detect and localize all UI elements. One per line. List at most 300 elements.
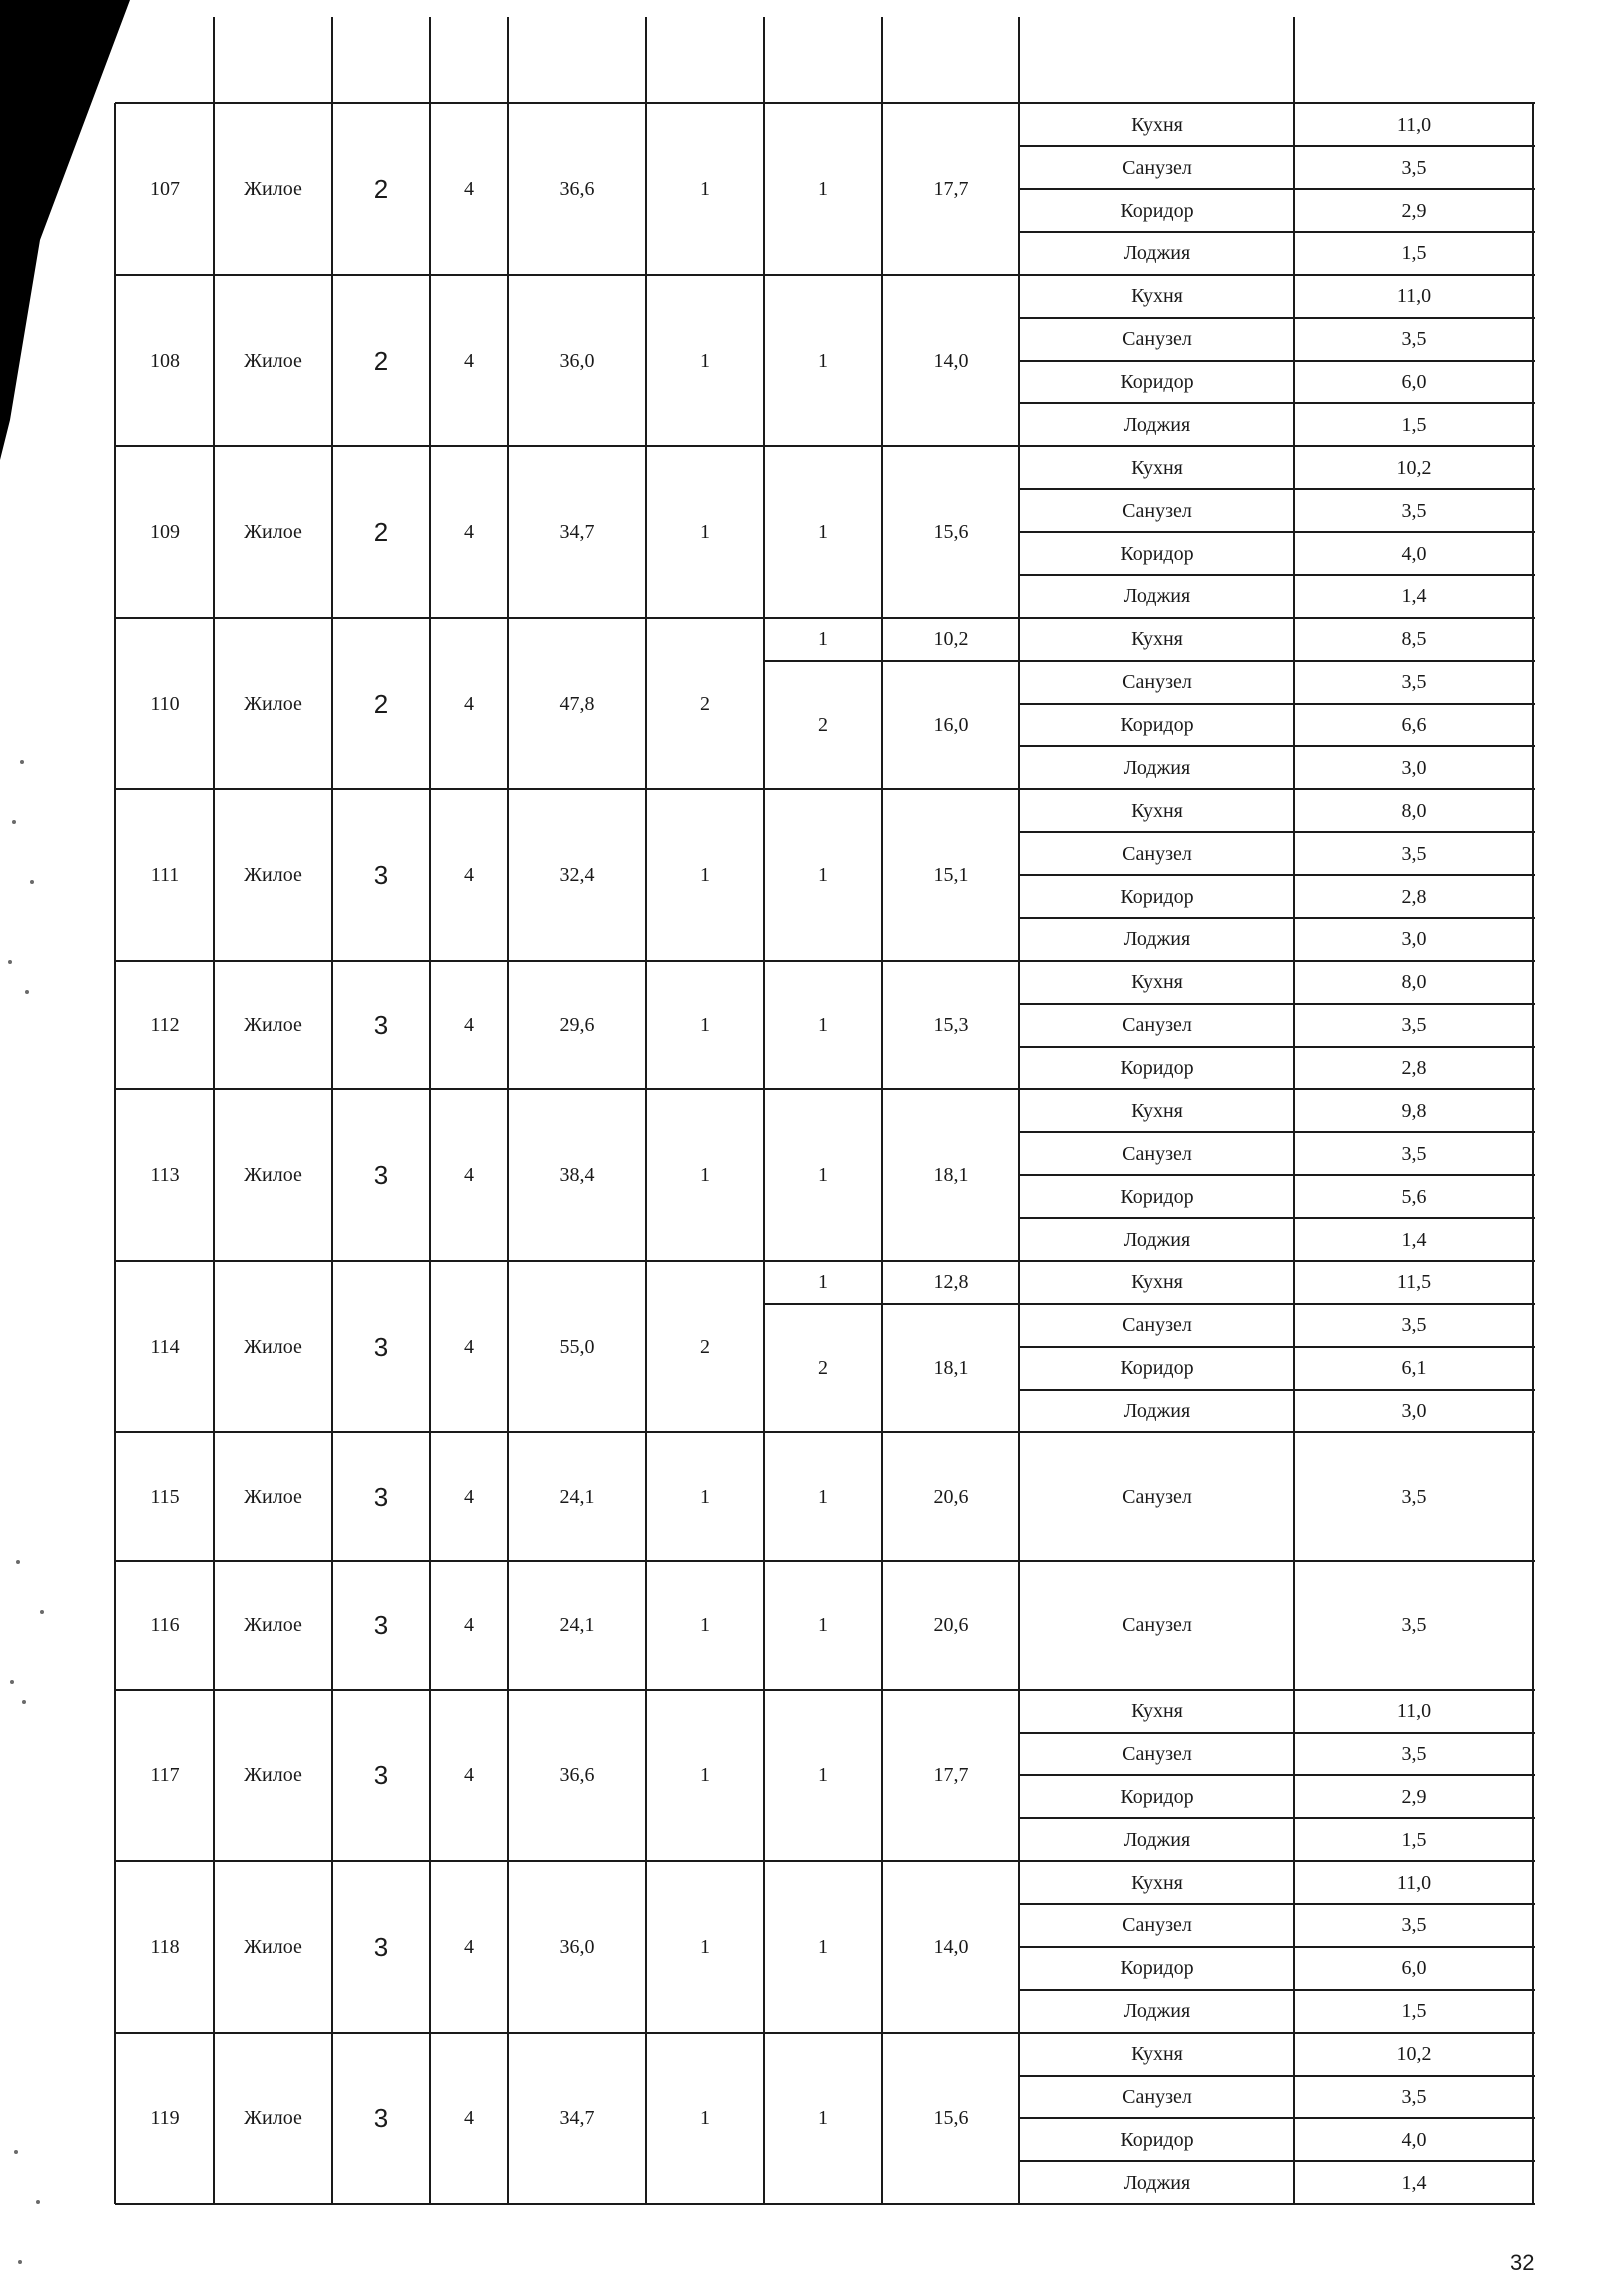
room-count: 1 [700,1486,710,1508]
aux-room-name: Коридор [1120,1057,1194,1079]
floor-number: 3 [373,1482,389,1512]
aux-room-name: Кухня [1131,457,1183,479]
scan-noise [20,760,24,764]
table-left-border [114,789,116,961]
column-divider [331,1861,333,2033]
table-left-border [114,1861,116,2033]
aux-room-area: 3,5 [1401,843,1427,865]
apartment-number: 109 [150,521,180,543]
aux-room-name: Лоджия [1123,585,1191,607]
total-area: 24,1 [559,1614,595,1636]
column-divider [507,103,509,275]
column-divider [213,961,215,1089]
total-area: 32,4 [559,864,595,886]
column-divider [213,789,215,961]
table-left-border [114,961,116,1089]
column-divider [645,789,647,961]
aux-room-name: Кухня [1131,628,1183,650]
column-divider [763,961,765,1089]
aux-room-area: 9,8 [1401,1100,1427,1122]
aux-room-name: Коридор [1120,200,1194,222]
column-divider [429,1432,431,1561]
aux-room-name: Санузел [1122,1314,1192,1336]
row-border [115,617,1535,619]
column-divider [881,446,883,618]
column-4-value: 4 [464,1764,474,1786]
aux-room-name: Санузел [1122,1014,1192,1036]
column-4-value: 4 [464,1164,474,1186]
column-divider [213,1432,215,1561]
premises-type: Жилое [244,1164,302,1186]
total-area: 55,0 [559,1336,595,1358]
column-divider [429,961,431,1089]
table-left-border [114,1561,116,1690]
column-divider [1293,961,1295,1089]
column-divider [881,1690,883,1861]
column-divider [429,103,431,275]
column-divider [331,1561,333,1690]
column-divider [645,17,647,103]
column-divider [331,2033,333,2204]
aux-room-name: Санузел [1122,328,1192,350]
aux-room-name: Коридор [1120,1357,1194,1379]
aux-row-border [1019,402,1535,404]
column-divider [1018,17,1020,103]
living-room-area: 15,3 [933,1014,969,1036]
aux-room-name: Кухня [1131,971,1183,993]
column-divider [213,446,215,618]
total-area: 29,6 [559,1014,595,1036]
aux-room-name: Коридор [1120,1957,1194,1979]
apartment-number: 119 [150,2107,180,2129]
aux-room-area: 6,1 [1401,1357,1427,1379]
table-left-border [114,1432,116,1561]
aux-room-area: 11,0 [1396,1872,1432,1894]
column-divider [429,1089,431,1261]
aux-room-area: 1,5 [1401,1829,1427,1851]
scan-noise [10,1680,14,1684]
column-divider [213,1690,215,1861]
aux-room-area: 8,5 [1401,628,1427,650]
total-area: 36,0 [559,350,595,372]
living-room-area: 20,6 [933,1614,969,1636]
column-4-value: 4 [464,1014,474,1036]
column-divider [645,961,647,1089]
aux-room-area: 3,0 [1401,1400,1427,1422]
floor-number: 3 [373,1932,389,1962]
room-count: 1 [700,350,710,372]
aux-row-border [1019,1946,1535,1948]
total-area: 36,6 [559,1764,595,1786]
column-divider [645,1861,647,2033]
aux-row-border [1019,1817,1535,1819]
aux-room-name: Коридор [1120,2129,1194,2151]
aux-room-name: Кухня [1131,285,1183,307]
living-room-area: 12,8 [933,1271,969,1293]
scan-noise [12,820,16,824]
column-4-value: 4 [464,1614,474,1636]
column-divider [1293,1432,1295,1561]
aux-room-area: 3,5 [1401,2086,1427,2108]
column-divider [1293,1561,1295,1690]
aux-room-area: 3,5 [1401,1014,1427,1036]
aux-room-name: Санузел [1122,2086,1192,2108]
room-count: 1 [700,1764,710,1786]
page-number: 32 [1510,2250,1535,2275]
scan-noise [40,1610,44,1614]
table-left-border [114,103,116,275]
aux-room-name: Лоджия [1123,242,1191,264]
aux-room-area: 3,5 [1401,1486,1427,1508]
aux-room-name: Лоджия [1123,1829,1191,1851]
column-divider [331,961,333,1089]
sub-row-border [764,660,1021,662]
column-divider [331,618,333,789]
row-border [115,960,1535,962]
column-divider [1532,961,1534,1089]
aux-row-border [1019,1217,1535,1219]
table-left-border [114,618,116,789]
column-divider [645,103,647,275]
aux-room-name: Кухня [1131,2043,1183,2065]
column-divider [881,1261,883,1432]
row-border [115,274,1535,276]
living-room-area: 15,1 [933,864,969,886]
column-divider [763,1561,765,1690]
living-room-number: 1 [818,1271,828,1293]
apartment-number: 115 [150,1486,180,1508]
row-border [115,2203,1535,2205]
living-room-number: 2 [818,714,828,736]
floor-number: 2 [373,689,389,719]
column-divider [331,275,333,446]
scan-noise [25,990,29,994]
aux-room-name: Коридор [1120,886,1194,908]
aux-row-border [1019,1389,1535,1391]
aux-room-area: 2,8 [1401,886,1427,908]
column-divider [763,275,765,446]
total-area: 34,7 [559,2107,595,2129]
aux-row-border [1019,1046,1535,1048]
living-room-number: 1 [818,1014,828,1036]
aux-room-area: 11,0 [1396,114,1432,136]
room-count: 2 [700,1336,710,1358]
aux-room-area: 10,2 [1396,2043,1432,2065]
living-room-area: 18,1 [933,1357,969,1379]
column-divider [763,17,765,103]
column-4-value: 4 [464,693,474,715]
aux-room-area: 3,5 [1401,671,1427,693]
aux-row-border [1019,145,1535,147]
living-room-number: 1 [818,2107,828,2129]
premises-type: Жилое [244,1764,302,1786]
column-divider [1532,1432,1534,1561]
aux-room-name: Коридор [1120,1186,1194,1208]
premises-type: Жилое [244,1486,302,1508]
room-count: 1 [700,1014,710,1036]
living-room-number: 1 [818,1764,828,1786]
aux-room-name: Лоджия [1123,1229,1191,1251]
column-divider [429,1861,431,2033]
total-area: 34,7 [559,521,595,543]
column-divider [213,1561,215,1690]
aux-row-border [1019,231,1535,233]
aux-room-name: Лоджия [1123,1400,1191,1422]
sub-row-border [764,1303,1021,1305]
floor-number: 3 [373,1610,389,1640]
table-left-border [114,275,116,446]
aux-room-name: Санузел [1122,1486,1192,1508]
column-divider [881,1861,883,2033]
column-divider [331,789,333,961]
aux-room-area: 1,5 [1401,414,1427,436]
row-border [115,445,1535,447]
aux-room-name: Кухня [1131,1271,1183,1293]
room-count: 1 [700,178,710,200]
column-divider [507,1861,509,2033]
table-left-border [114,1089,116,1261]
room-count: 1 [700,2107,710,2129]
living-room-area: 20,6 [933,1486,969,1508]
aux-room-name: Лоджия [1123,757,1191,779]
aux-room-area: 3,5 [1401,1143,1427,1165]
column-divider [331,103,333,275]
column-divider [213,1089,215,1261]
column-divider [645,1089,647,1261]
column-divider [507,1561,509,1690]
premises-type: Жилое [244,864,302,886]
aux-room-area: 3,5 [1401,1314,1427,1336]
aux-room-area: 5,6 [1401,1186,1427,1208]
aux-room-area: 3,5 [1401,157,1427,179]
column-divider [331,17,333,103]
row-border [115,2032,1535,2034]
total-area: 47,8 [559,693,595,715]
aux-room-area: 3,5 [1401,1743,1427,1765]
apartment-number: 117 [150,1764,180,1786]
column-divider [429,618,431,789]
aux-room-area: 10,2 [1396,457,1432,479]
column-divider [507,961,509,1089]
room-count: 1 [700,1936,710,1958]
aux-room-name: Коридор [1120,371,1194,393]
living-room-area: 14,0 [933,350,969,372]
column-divider [331,1089,333,1261]
aux-room-area: 3,5 [1401,1914,1427,1936]
aux-row-border [1019,1131,1535,1133]
aux-row-border [1019,745,1535,747]
living-room-area: 16,0 [933,714,969,736]
scan-edge-shadow [0,0,130,460]
apartment-number: 108 [150,350,180,372]
aux-room-name: Лоджия [1123,2000,1191,2022]
column-4-value: 4 [464,178,474,200]
column-divider [429,446,431,618]
living-room-number: 1 [818,350,828,372]
floor-number: 3 [373,2103,389,2133]
aux-row-border [1019,1303,1535,1305]
aux-room-area: 6,0 [1401,371,1427,393]
aux-room-name: Санузел [1122,1743,1192,1765]
column-divider [881,2033,883,2204]
column-divider [881,275,883,446]
premises-type: Жилое [244,1936,302,1958]
column-divider [881,618,883,789]
aux-row-border [1019,1174,1535,1176]
column-divider [763,1690,765,1861]
scan-noise [18,2260,22,2264]
aux-room-name: Коридор [1120,543,1194,565]
aux-room-area: 3,5 [1401,500,1427,522]
aux-row-border [1019,1003,1535,1005]
column-divider [763,2033,765,2204]
aux-room-name: Лоджия [1123,414,1191,436]
premises-type: Жилое [244,178,302,200]
aux-room-area: 2,9 [1401,200,1427,222]
living-room-area: 17,7 [933,178,969,200]
column-divider [213,275,215,446]
living-room-number: 2 [818,1357,828,1379]
aux-room-area: 3,0 [1401,928,1427,950]
column-divider [331,1261,333,1432]
column-divider [645,2033,647,2204]
column-divider [881,1561,883,1690]
column-divider [331,446,333,618]
column-divider [1018,1432,1020,1561]
column-divider [763,1432,765,1561]
column-divider [331,1432,333,1561]
aux-room-area: 2,9 [1401,1786,1427,1808]
aux-room-name: Кухня [1131,1872,1183,1894]
aux-row-border [1019,1774,1535,1776]
row-border [115,1088,1535,1090]
column-divider [507,1690,509,1861]
aux-room-area: 2,8 [1401,1057,1427,1079]
column-4-value: 4 [464,521,474,543]
living-room-number: 1 [818,1486,828,1508]
scan-noise [22,1700,26,1704]
column-divider [429,1690,431,1861]
column-divider [213,618,215,789]
column-divider [507,618,509,789]
room-count: 2 [700,693,710,715]
living-room-number: 1 [818,1164,828,1186]
aux-room-name: Коридор [1120,1786,1194,1808]
column-divider [1532,1561,1534,1690]
total-area: 36,6 [559,178,595,200]
aux-room-area: 11,0 [1396,1700,1432,1722]
aux-row-border [1019,917,1535,919]
apartment-number: 112 [150,1014,180,1036]
table-left-border [114,2033,116,2204]
column-divider [763,1261,765,1432]
column-divider [763,1861,765,2033]
living-room-area: 17,7 [933,1764,969,1786]
premises-type: Жилое [244,1614,302,1636]
living-room-number: 1 [818,1936,828,1958]
table-left-border [114,1261,116,1432]
column-divider [429,1561,431,1690]
column-4-value: 4 [464,1936,474,1958]
column-divider [645,1561,647,1690]
aux-room-name: Санузел [1122,157,1192,179]
column-divider [763,618,765,789]
aux-row-border [1019,1989,1535,1991]
aux-row-border [1019,574,1535,576]
column-4-value: 4 [464,864,474,886]
column-divider [645,446,647,618]
column-divider [881,961,883,1089]
scan-noise [30,880,34,884]
room-count: 1 [700,864,710,886]
aux-row-border [1019,2117,1535,2119]
aux-row-border [1019,660,1535,662]
living-room-area: 15,6 [933,521,969,543]
scan-noise [16,1560,20,1564]
column-divider [881,1432,883,1561]
column-divider [507,446,509,618]
living-room-area: 10,2 [933,628,969,650]
premises-type: Жилое [244,2107,302,2129]
aux-row-border [1019,360,1535,362]
floor-number: 3 [373,1010,389,1040]
room-count: 1 [700,1164,710,1186]
column-divider [213,17,215,103]
column-divider [213,2033,215,2204]
floor-number: 3 [373,1332,389,1362]
aux-room-area: 3,5 [1401,1614,1427,1636]
room-count: 1 [700,521,710,543]
aux-row-border [1019,531,1535,533]
aux-room-area: 4,0 [1401,2129,1427,2151]
premises-type: Жилое [244,350,302,372]
aux-room-name: Лоджия [1123,928,1191,950]
apartment-number: 114 [150,1336,180,1358]
floor-number: 2 [373,346,389,376]
column-divider [429,17,431,103]
scan-noise [14,2150,18,2154]
column-4-value: 4 [464,350,474,372]
aux-room-area: 1,5 [1401,242,1427,264]
table-left-border [114,1690,116,1861]
column-divider [213,1861,215,2033]
column-divider [881,789,883,961]
column-divider [645,275,647,446]
aux-room-area: 1,5 [1401,2000,1427,2022]
aux-room-name: Санузел [1122,843,1192,865]
column-divider [213,103,215,275]
column-divider [763,446,765,618]
row-border [115,1260,1535,1262]
floor-number: 3 [373,860,389,890]
column-divider [1018,1561,1020,1690]
column-divider [1018,961,1020,1089]
living-room-number: 1 [818,864,828,886]
aux-room-area: 1,4 [1401,1229,1427,1251]
room-count: 1 [700,1614,710,1636]
apartment-number: 113 [150,1164,180,1186]
aux-room-name: Кухня [1131,1700,1183,1722]
column-divider [331,1690,333,1861]
living-room-number: 1 [818,1614,828,1636]
aux-room-name: Коридор [1120,714,1194,736]
aux-room-area: 1,4 [1401,585,1427,607]
aux-row-border [1019,1732,1535,1734]
aux-row-border [1019,874,1535,876]
aux-room-name: Санузел [1122,1614,1192,1636]
aux-row-border [1019,317,1535,319]
column-divider [429,275,431,446]
